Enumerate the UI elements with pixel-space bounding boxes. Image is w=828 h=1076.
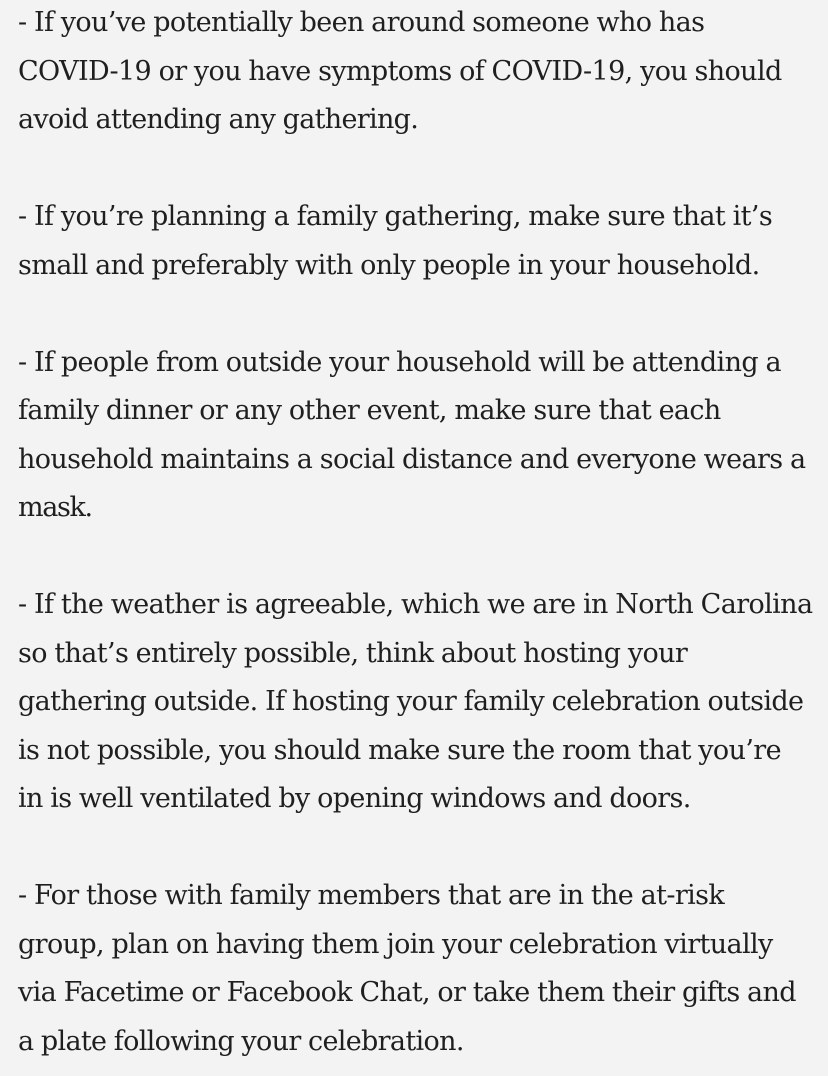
paragraph-at-risk-virtual [18, 872, 828, 1066]
text-line: a plate following your celebration. [18, 1025, 464, 1057]
text-line: COVID-19 or you have symptoms of COVID-19, you should [18, 55, 782, 87]
text-line: - If you’ve potentially been around someone who has [18, 7, 705, 38]
text-line: small and preferably with only people in your household. [18, 249, 760, 281]
paragraph-outside-household [18, 339, 828, 533]
text-line: in is well ventilated by opening windows and doors. [18, 783, 691, 814]
text-line: - For those with family members that are in the at-risk [18, 880, 725, 911]
text-line: so that’s entirely possible, think about hosting your [18, 637, 688, 669]
text-line: family dinner or any other event, make sure that each [18, 395, 721, 426]
text-line: gathering outside. If hosting your family celebration outside [18, 686, 804, 717]
text-line: - If you’re planning a family gathering, make sure that it’s [18, 201, 773, 232]
text-line: avoid attending any gathering. [18, 104, 419, 135]
text-line: via Facetime or Facebook Chat, or take them their gifts and [18, 977, 796, 1008]
paragraph-outdoor-ventilation [18, 581, 828, 824]
text-line: is not possible, you should make sure the room that you’re [18, 734, 781, 766]
paragraph-small-gathering [18, 193, 828, 290]
text-line: household maintains a social distance and everyone wears a [18, 443, 806, 475]
text-line: mask. [18, 492, 92, 523]
text-line: group, plan on having them join your celebration virtually [18, 928, 773, 960]
text-line: - If the weather is agreeable, which we are in North Carolina [18, 589, 813, 620]
paragraph-exposure [18, 0, 828, 145]
text-line: - If people from outside your household will be attending a [18, 346, 781, 378]
